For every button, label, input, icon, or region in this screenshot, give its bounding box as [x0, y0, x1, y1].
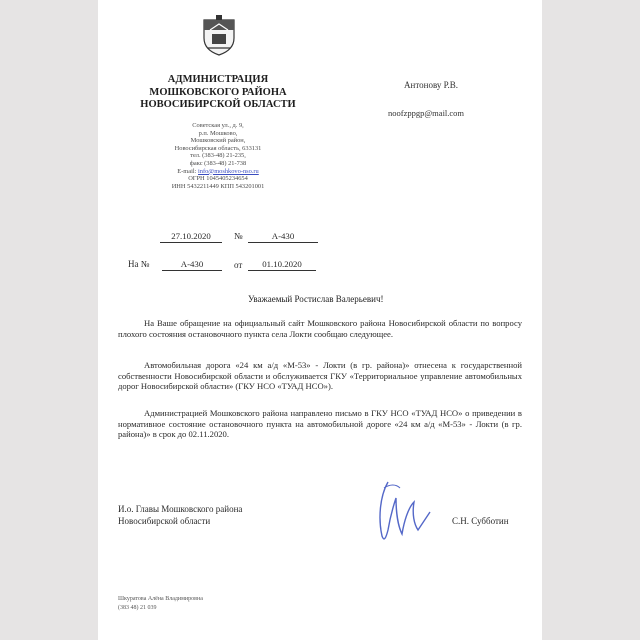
greeting: Уважаемый Ростислав Валерьевич!	[248, 294, 384, 304]
reference-from-label: от	[234, 260, 243, 270]
number-label: №	[234, 231, 243, 241]
outgoing-number: А-430	[248, 230, 318, 243]
ogrn: ОГРН 1045405234654	[188, 175, 248, 183]
signatory-name: С.Н. Субботин	[452, 516, 509, 526]
address-line: Мошковский район,	[190, 137, 246, 145]
signatory-position-line-1: И.о. Главы Мошковского района	[118, 504, 243, 514]
recipient-email: noofzppgp@mail.com	[388, 108, 465, 118]
signatory-position-line-2: Новосибирской области	[118, 516, 211, 526]
address-line: Новосибирская область, 633131	[174, 144, 262, 152]
org-line-2: МОШКОВСКОГО РАЙОНА	[149, 86, 287, 98]
reference-number: А-430	[162, 258, 222, 271]
email-label: E-mail:	[177, 167, 197, 175]
paragraph-3: Администрацией Мошковского района направлено письмо в ГКУ НСО «ТУАД НСО» о приведении в нормативное состояние остановочного пункта на автомобильной дороге «24 км а/д «М-53» - Локти (в гр. района)» в срок до 02.11.2020.	[118, 408, 522, 439]
inn-kpp: ИНН 5432211449 КПП 543201001	[171, 182, 265, 190]
reference-label: На №	[128, 259, 150, 269]
executor-phone: (383 48) 21 039	[118, 605, 157, 611]
organization-name	[128, 74, 308, 112]
paragraph-1: На Ваше обращение на официальный сайт Мошковского района Новосибирской области по вопросу плохого состояния остановочного пункта села Локти сообщаю следующее.	[118, 318, 522, 339]
coat-of-arms-icon	[200, 14, 238, 56]
address-line: тел. (383-48) 21-235,	[190, 152, 246, 160]
org-email-link[interactable]: info@moshkovo-nso.ru	[198, 167, 259, 175]
address-line: р.п. Мошково,	[198, 129, 238, 137]
email-line	[128, 168, 308, 176]
reference-date: 01.10.2020	[248, 258, 316, 271]
org-line-1: АДМИНИСТРАЦИЯ	[167, 74, 269, 85]
letter-page	[98, 0, 542, 640]
paragraph-2: Автомобильная дорога «24 км а/д «М-53» - Локти (в гр. района)» отнесена к государственной собственности Новосибирской области и обслуживается ГКУ «Территориальное управление автомобильных дорог Новосибирской области» (ГКУ НСО «ТУАД НСО»).	[118, 360, 522, 391]
recipient-name: Антонову Р.В.	[404, 80, 459, 90]
left-margin	[0, 0, 98, 640]
right-margin	[542, 0, 640, 640]
address-line: Советская ул., д. 9,	[192, 122, 244, 129]
org-line-3: НОВОСИБИРСКОЙ ОБЛАСТИ	[140, 99, 296, 110]
outgoing-date: 27.10.2020	[160, 230, 222, 243]
handwritten-signature	[374, 478, 444, 548]
executor-name: Шкуратова Алёна Владимировна	[118, 596, 203, 602]
organization-address	[128, 122, 308, 190]
address-line: факс (383-48) 21-738	[189, 159, 247, 167]
